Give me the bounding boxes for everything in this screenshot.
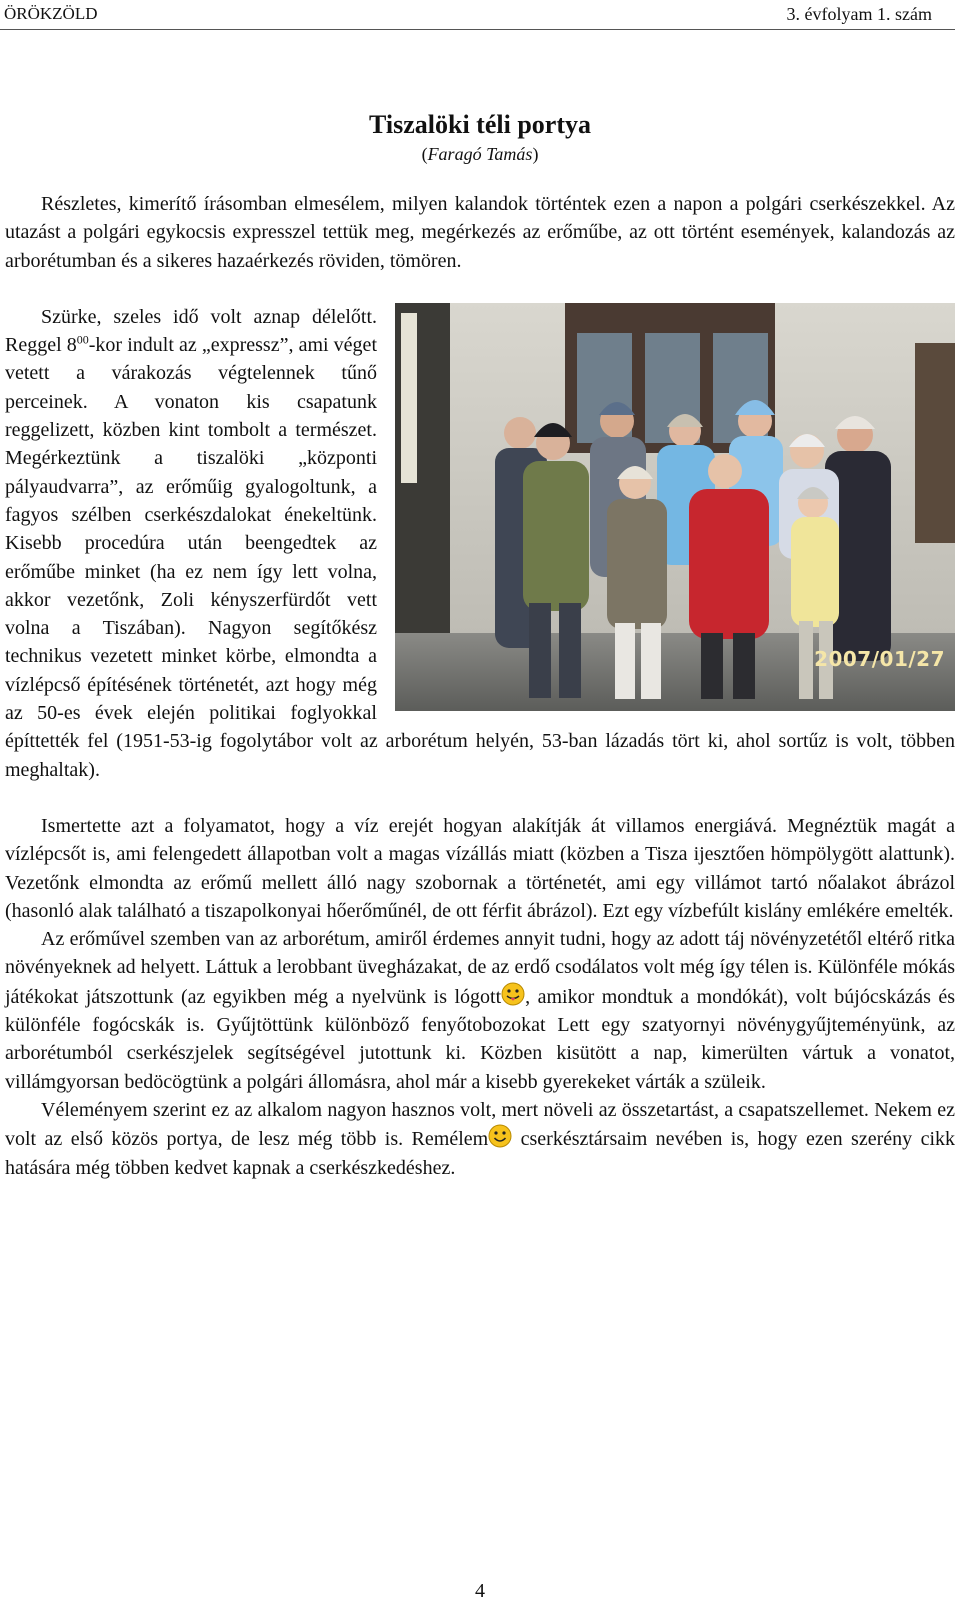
issue-label: 3. évfolyam 1. szám xyxy=(786,4,932,24)
paragraph-conclusion xyxy=(5,1096,955,1182)
article-title: Tiszalöki téli portya xyxy=(369,110,591,139)
author-paren-close: ) xyxy=(532,144,539,164)
time-superscript: 00 xyxy=(76,332,89,347)
paragraph-arboretum xyxy=(5,925,955,1096)
group-photo xyxy=(395,303,955,711)
journey-text-rest: -kor indult az „expressz”, ami véget vetett a várakozás végtelennek tűnő perceinek. A vonaton kis csapatunk reggelizett, közben kint tombolt a természet. Megérkeztünk a tiszalöki „központi pályaudvarra”, az erőműig gyalogoltunk, a fagyos szélben cserkészdalokat énekeltünk. Kisebb procedúra után beengedtek az erőműbe minket (ha ez nem így lett volna, akkor vezetőnk, Zoli kényszerfürdőt vett volna a Tiszában). Nagyon segítőkész technikus vezetett minket körbe, elmondta a vízlépcső építésének történetét, azt hogy még az 50-es évek elején politikai foglyokkal építtették fel (1951-53-ig fogolytábor volt az arborétum helyén, 53-ban lázadás tört ki, ahol sortűz is volt, többen meghaltak). xyxy=(5,334,955,781)
paragraph-power-plant: Ismertette azt a folyamatot, hogy a víz erejét hogyan alakítják át villamos energiává. Megnéztük magát a vízlépcsőt is, ami felengedett állapotban volt a magas vízállás miatt (közben a Tisza ijesztően hömpölygött alattunk). Vezetőnk elmondta az erőmű mellett álló nagy szobornak a történetét, ami egy villámot tartó nőalakot ábrázol (hasonló alak található a tiszapolkonyai hőerőműnél, de ott férfit ábrázol). Ezt egy vízbefúlt kislány emlékére emelték. xyxy=(5,814,955,922)
conclusion-text-start: Véleményem szerint ez az alkalom nagyon hasznos volt, mert növeli az összetartást, a csapatszellemet. Nekem ez volt az első közös portya, de lesz még több is. Remélem xyxy=(5,1098,955,1151)
arboretum-text-start: Az erőművel szemben van az arborétum, amiről érdemes annyit tudni, hogy az adott táj növényzetétől eltérő ritka növényeknek ad helyett. Láttuk a lerobbant üvegházakat, de az erdő csodálatos volt még így télen is. Különféle mókás játékokat játszottunk (az egyikben még a nyelvünk is lógott xyxy=(5,928,955,1008)
page-number: 4 xyxy=(475,1580,485,1602)
intro-paragraph: Részletes, kimerítő írásomban elmesélem, milyen kalandok történtek ezen a napon a polgári cserkészekkel. Az utazást a polgári egykocsis expresszel tettük meg, megérkezés az erőműbe, az ott történt események, kalandozás az arborétumban és a sikeres hazaérkezés röviden, tömören. xyxy=(5,193,955,272)
header-rule xyxy=(0,29,955,30)
article-body xyxy=(5,190,955,1182)
author-name: Faragó Tamás xyxy=(427,144,533,164)
smiley-smile-icon xyxy=(488,1124,512,1148)
photo-date-stamp: 2007/01/27 xyxy=(814,646,945,671)
arboretum-text-rest: , amikor mondtuk a mondókát), volt bújócskázás és különféle fogócskák is. Gyűjtöttünk különböző fenyőtobozokat Lett egy szatyornyi növénygyűjteményünk, az arborétumból cserkészjelek segítségével jutottunk ki. Közben kisütött a nap, kimerülten vártuk a vonatot, villámgyorsan bedöcögtünk a polgári állomásra, ahol már a kisebb gyerekeket várták a szüleik. xyxy=(5,985,956,1093)
smiley-tongue-icon xyxy=(501,982,525,1006)
journey-text-start: Szürke, szeles idő volt aznap délelőtt. Reggel 8 xyxy=(5,305,377,357)
page-header xyxy=(0,0,960,30)
conclusion-text-rest: cserkésztársaim nevében is, hogy ezen szerény cikk hatására még többen kedvet kapnak a cserkészkedéshez. xyxy=(5,1128,956,1179)
article-author xyxy=(0,144,960,165)
publication-name: ÖRÖKZÖLD xyxy=(4,4,98,23)
author-paren-open: ( xyxy=(421,144,428,164)
